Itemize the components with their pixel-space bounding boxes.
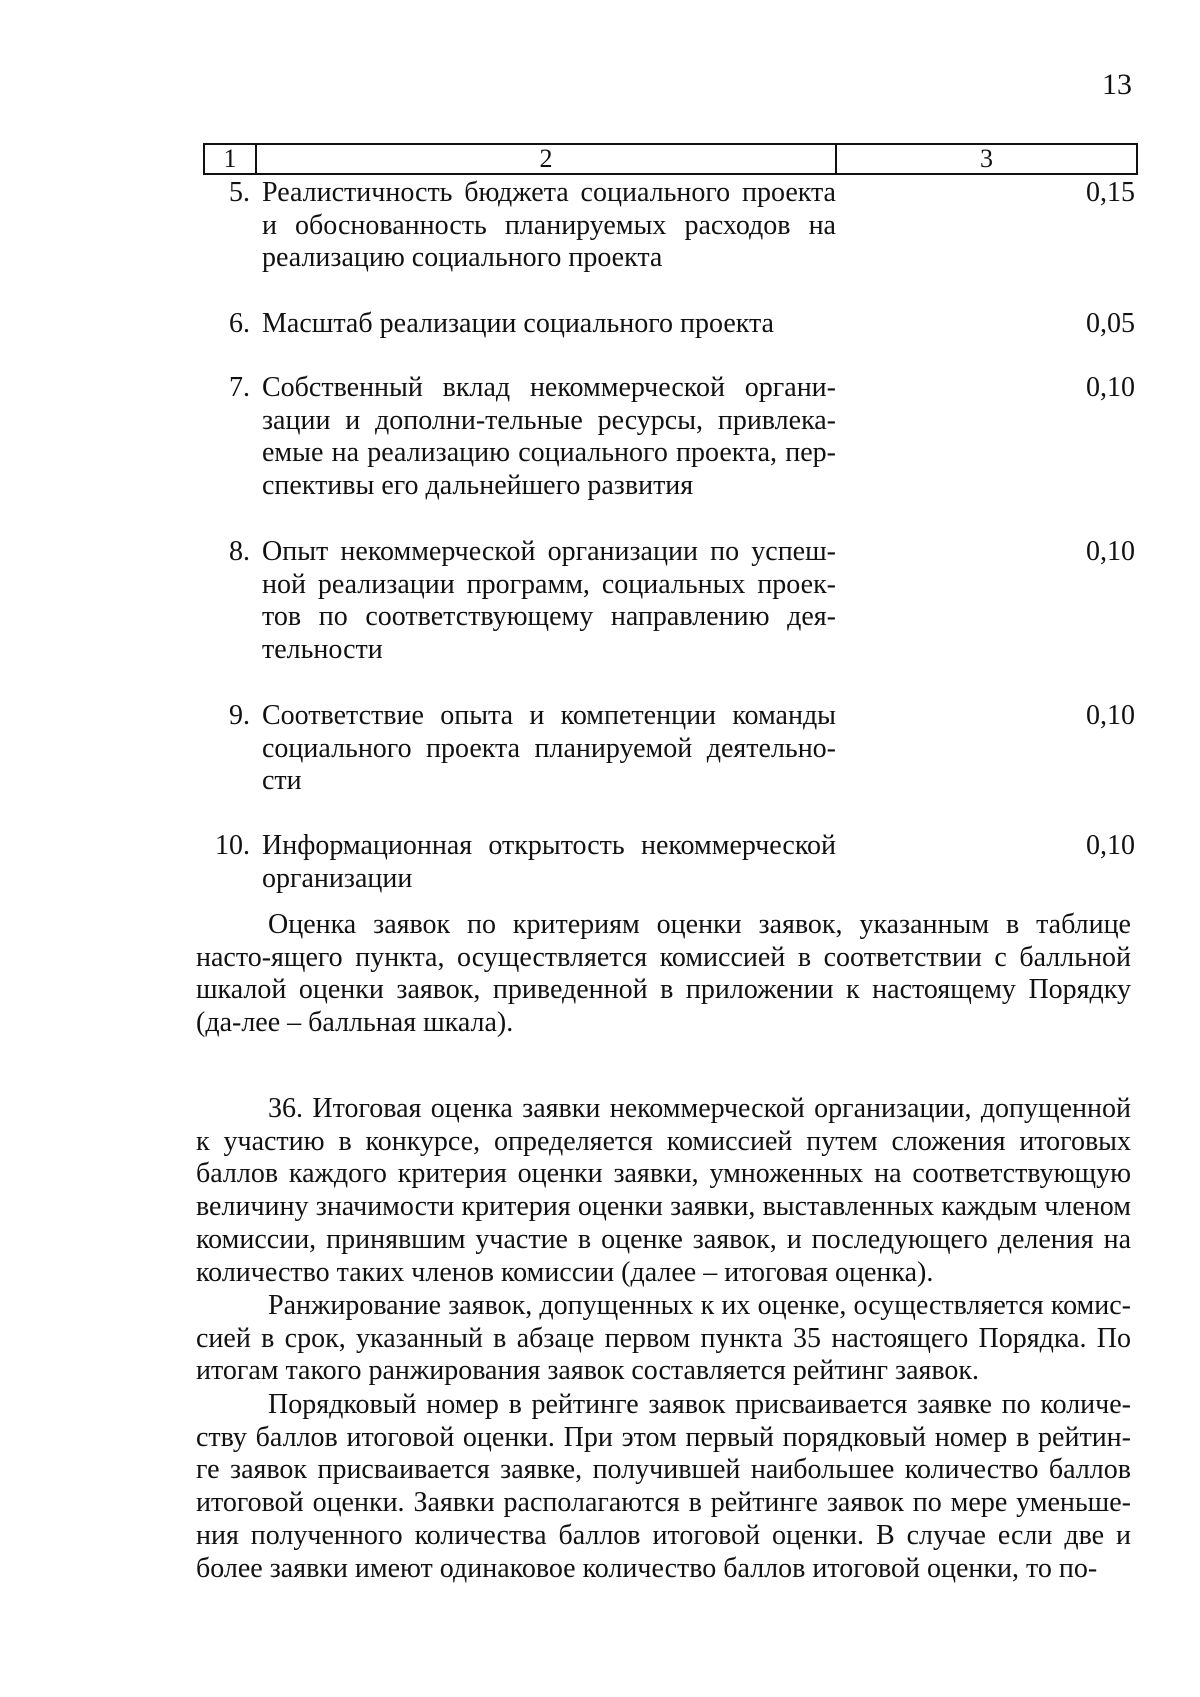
row-number: 7. xyxy=(229,372,250,403)
body-paragraph: 36. Итоговая оценка заявки некоммерческой организации, допущенной к участию в конкурсе, определяется комиссией путем сложения итоговых баллов каждого критерия оценки заявки, умноженных на соответствующую величину значимости критерия оценки заявки, выставленных каждым членом комиссии, принявшим участие в оценке заявок, и последующего деления на количество таких членов комиссии (далее – итоговая оценка). xyxy=(196,1093,1131,1288)
criterion-weight: 0,05 xyxy=(1086,308,1135,339)
criterion-text: Опыт некоммерческой организации по успеш-ной реализации программ, социальных проек-тов по соответствующему направлению дея-тельности xyxy=(262,536,836,666)
table-header-cell-2: 2 xyxy=(257,145,837,173)
page-number: 13 xyxy=(1102,68,1132,101)
row-number: 5. xyxy=(229,177,250,208)
criterion-text: Соответствие опыта и компетенции команды социального проекта планируемой деятельно-сти xyxy=(262,700,836,797)
body-paragraph: Порядковый номер в рейтинге заявок присваивается заявке по количе-ству баллов итоговой оценки. При этом первый порядковый номер в рейтин-ге заявок присваивается заявке, получившей наибольшее количество баллов итоговой оценки. Заявки располагаются в рейтинге заявок по мере уменьше-ния полученного количества баллов итоговой оценки. В случае если две и более заявки имеют одинаковое количество баллов итоговой оценки, то по- xyxy=(196,1389,1131,1584)
criterion-text: Собственный вклад некоммерческой органи-зации и дополни-тельные ресурсы, привлека-емые на реализацию социального проекта, пер-спективы его дальнейшего развития xyxy=(262,372,836,502)
row-number: 8. xyxy=(229,536,250,567)
body-paragraph: Ранжирование заявок, допущенных к их оценке, осуществляется комис-сией в срок, указанный в абзаце первом пункта 35 настоящего Порядка. По итогам такого ранжирования заявок составляется рейтинг заявок. xyxy=(196,1290,1131,1387)
row-number: 9. xyxy=(229,700,250,731)
criterion-weight: 0,15 xyxy=(1086,177,1135,208)
criterion-weight: 0,10 xyxy=(1086,830,1135,861)
criterion-weight: 0,10 xyxy=(1086,372,1135,403)
table-header-cell-3: 3 xyxy=(980,144,993,173)
row-number: 10. xyxy=(215,830,250,861)
criterion-text: Масштаб реализации социального проекта xyxy=(262,308,774,339)
criterion-weight: 0,10 xyxy=(1086,700,1135,731)
body-paragraph: Оценка заявок по критериям оценки заявок, указанным в таблице насто-ящего пункта, осуществляется комиссией в соответствии с балльной шкалой оценки заявок, приведенной в приложении к настоящему Порядку (да-лее – балльная шкала). xyxy=(196,909,1131,1039)
criterion-text: Реалистичность бюджета социального проекта и обоснованность планируемых расходов на реализацию социального проекта xyxy=(262,177,836,274)
table-header-cell-1: 1 xyxy=(205,145,257,173)
row-number: 6. xyxy=(229,308,250,339)
criterion-weight: 0,10 xyxy=(1086,536,1135,567)
table-header xyxy=(203,143,1138,175)
criterion-text: Информационная открытость некоммерческой организации xyxy=(262,830,836,894)
